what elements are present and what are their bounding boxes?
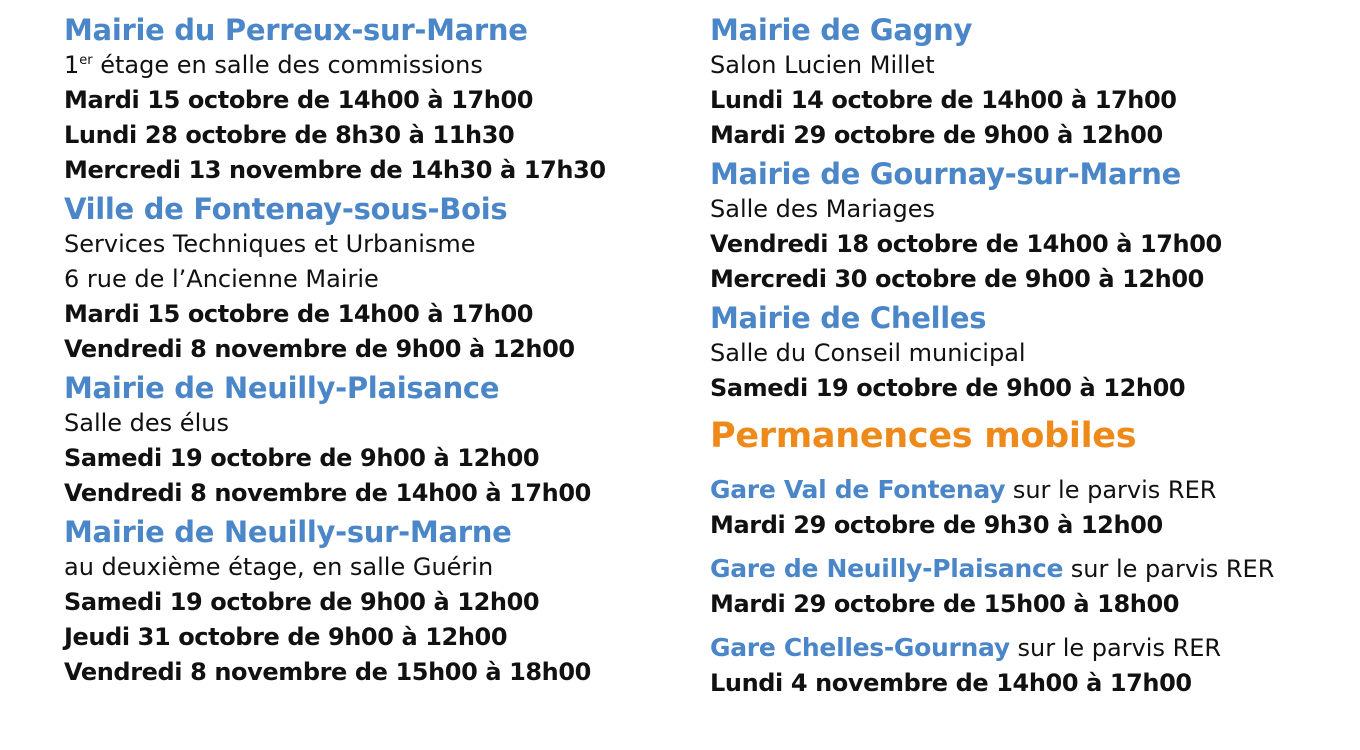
venue-block [710,300,1350,406]
venue-info: Salle des élus [64,409,229,437]
session-date: Samedi 19 octobre de 9h00 à 12h00 [64,444,540,472]
session-date: Vendredi 8 novembre de 15h00 à 18h00 [64,658,591,686]
station-name: Gare Val de Fontenay [710,475,1006,504]
session-date: Mardi 29 octobre de 9h30 à 12h00 [710,511,1163,539]
session-date: Mercredi 13 novembre de 14h30 à 17h30 [64,156,606,184]
floor-number: 1 [64,51,80,79]
station-name: Gare de Neuilly-Plaisance [710,554,1064,583]
station-location: sur le parvis RER [1009,634,1222,662]
venue-block [64,514,684,690]
venue-heading: Mairie de Neuilly-sur-Marne [64,515,512,549]
session-date: Mardi 29 octobre de 9h00 à 12h00 [710,121,1163,149]
session-date: Lundi 14 octobre de 14h00 à 17h00 [710,86,1177,114]
mobile-item-location [710,472,1350,508]
venue-address: 6 rue de l’Ancienne Mairie [64,265,379,293]
venue-block [710,12,1350,153]
right-column [710,12,1350,709]
venue-heading: Ville de Fontenay-sous-Bois [64,192,508,226]
venue-block [64,191,684,367]
session-date: Mardi 29 octobre de 15h00 à 18h00 [710,590,1180,618]
venue-info: Salle des Mariages [710,195,935,223]
venue-info: Salle du Conseil municipal [710,339,1026,367]
mobile-item [710,472,1350,543]
session-date: Vendredi 8 novembre de 9h00 à 12h00 [64,335,575,363]
venue-heading: Mairie de Neuilly-Plaisance [64,371,500,405]
venue-info: Salon Lucien Millet [710,51,935,79]
mobile-section-title: Permanences mobiles [710,416,1137,456]
station-location: sur le parvis RER [1063,555,1275,583]
session-date: Mercredi 30 octobre de 9h00 à 12h00 [710,265,1204,293]
mobile-item-location [710,630,1350,666]
session-date: Samedi 19 octobre de 9h00 à 12h00 [710,374,1186,402]
ordinal-suffix: er [79,53,93,68]
mobile-item [710,551,1350,622]
session-date: Vendredi 8 novembre de 14h00 à 17h00 [64,479,591,507]
session-date: Lundi 4 novembre de 14h00 à 17h00 [710,669,1192,697]
mobile-item [710,630,1350,701]
venue-heading: Mairie du Perreux-sur-Marne [64,13,528,47]
venue-info-text: étage en salle des commissions [92,51,483,79]
venue-heading: Mairie de Gagny [710,13,973,47]
mobile-item-location [710,551,1350,587]
left-column [64,12,684,693]
venue-block [64,370,684,511]
session-date: Lundi 28 octobre de 8h30 à 11h30 [64,121,515,149]
venue-info [64,48,684,83]
venue-block [64,12,684,188]
session-date: Vendredi 18 octobre de 14h00 à 17h00 [710,230,1222,258]
station-location: sur le parvis RER [1005,476,1217,504]
station-name: Gare Chelles-Gournay [710,633,1010,662]
session-date: Samedi 19 octobre de 9h00 à 12h00 [64,588,540,616]
venue-block [710,156,1350,297]
venue-heading: Mairie de Gournay-sur-Marne [710,157,1182,191]
venue-heading: Mairie de Chelles [710,301,987,335]
session-date: Jeudi 31 octobre de 9h00 à 12h00 [64,623,508,651]
session-date: Mardi 15 octobre de 14h00 à 17h00 [64,300,534,328]
venue-info: au deuxième étage, en salle Guérin [64,553,494,581]
venue-info: Services Techniques et Urbanisme [64,230,476,258]
session-date: Mardi 15 octobre de 14h00 à 17h00 [64,86,534,114]
